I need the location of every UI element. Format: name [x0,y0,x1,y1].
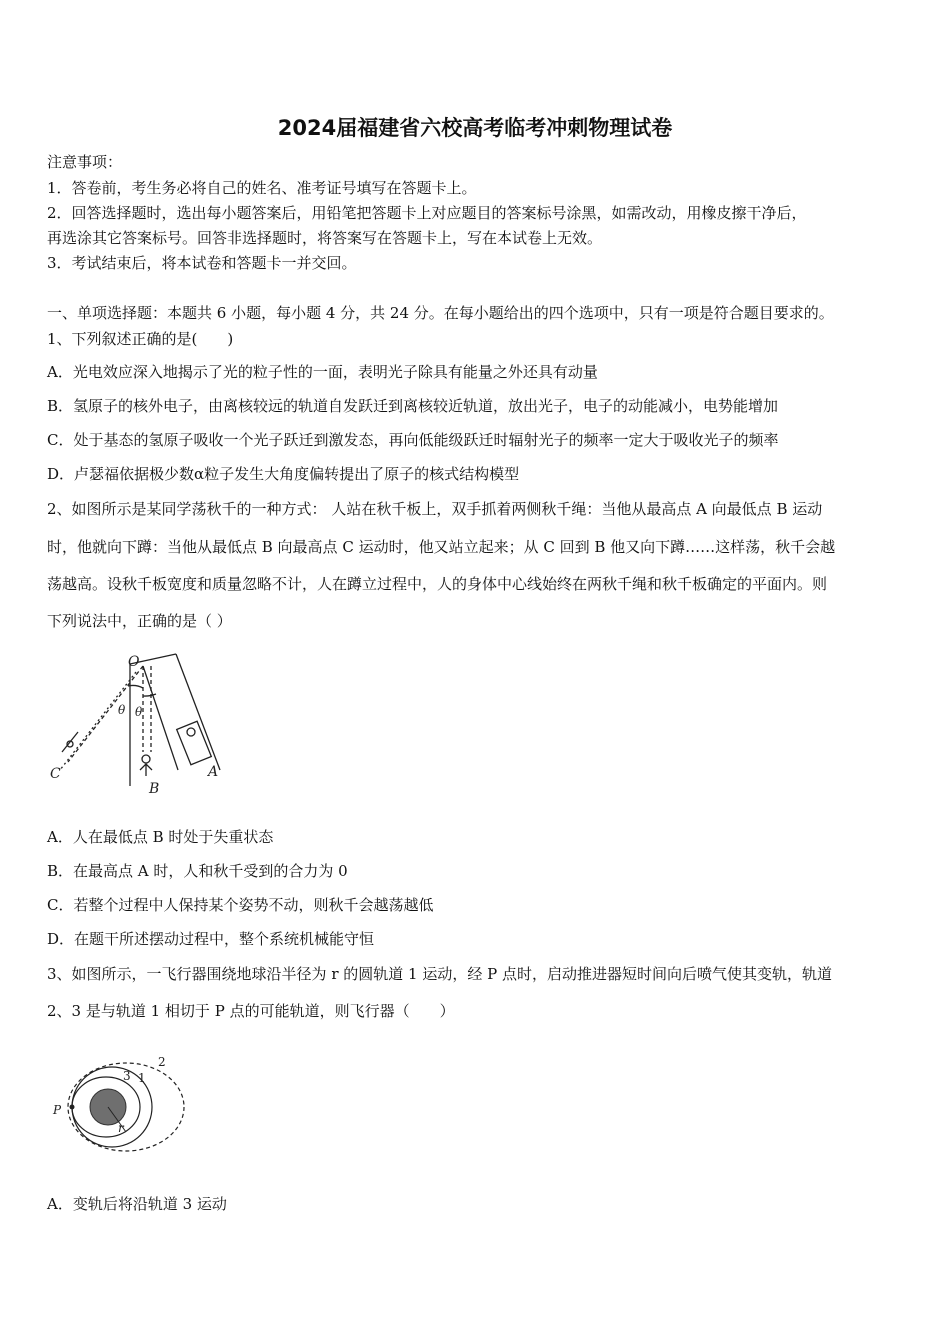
angle-arc-2 [143,694,156,696]
question-2-option-d: D．在题干所述摆动过程中，整个系统机械能守恒 [47,930,375,948]
rope-to-c-2 [60,672,136,770]
question-2-stem-line: 时，他就向下蹲：当他从最低点 B 向最高点 C 运动时，他又站立起来；从 C 回到 B 他又向下蹲……这样荡，秋千会越 [47,538,836,556]
notice-item: 3．考试结束后，将本试卷和答题卡一并交回。 [47,254,357,272]
label-b: B [149,781,160,797]
label-theta-1: θ [118,703,126,717]
question-3-stem-line: 2、3 是与轨道 1 相切于 P 点的可能轨道，则飞行器（ ） [47,1002,455,1020]
question-2-stem-line: 2、如图所示是某同学荡秋千的一种方式： 人站在秋千板上，双手抓着两侧秋千绳：当他从最高点 A 向最低点 B 运动 [47,500,823,518]
person-a [177,721,212,764]
page-title: 2024届福建省六校高考临考冲刺物理试卷 [277,116,673,140]
person-b-head [142,755,150,763]
swing-figure [48,652,238,797]
person-a-head [187,728,195,736]
label-o: O [128,654,140,670]
orbit-figure [48,1052,188,1157]
label-c: C [50,766,61,782]
notice-item: 1．答卷前，考生务必将自己的姓名、准考证号填写在答题卡上。 [47,179,477,197]
person-b-body [140,764,152,776]
notice-heading: 注意事项： [47,153,123,171]
question-1-stem: 1、下列叙述正确的是( ) [47,330,234,348]
question-3-option-a: A．变轨后将沿轨道 3 运动 [47,1195,227,1213]
label-orbit-1: 1 [138,1071,146,1085]
question-2-option-a: A．人在最低点 B 时处于失重状态 [47,828,274,846]
notice-item: 再选涂其它答案标号。回答非选择题时，将答案写在答题卡上，写在本试卷上无效。 [47,229,603,247]
label-theta-2: θ [135,705,143,719]
frame-right-rope [176,654,220,770]
question-1-option-a: A．光电效应深入地揭示了光的粒子性的一面，表明光子除具有能量之外还具有动量 [47,363,598,381]
question-2-option-b: B．在最高点 A 时，人和秋千受到的合力为 0 [47,862,348,880]
label-orbit-3: 3 [123,1069,131,1083]
question-2-stem-line: 下列说法中，正确的是（ ） [47,612,232,630]
label-r: r [118,1121,124,1135]
notice-item: 2．回答选择题时，选出每小题答案后，用铅笔把答题卡上对应题目的答案标号涂黑，如需改动，用橡皮擦干净后， [47,204,807,222]
question-2-option-c: C．若整个过程中人保持某个姿势不动，则秋千会越荡越低 [47,896,434,914]
question-1-option-b: B．氢原子的核外电子，由离核较远的轨道自发跃迁到离核较近轨道，放出光子，电子的动能减小，电势能增加 [47,397,779,415]
label-p: P [53,1103,62,1117]
point-p [70,1105,75,1110]
question-1-option-d: D．卢瑟福依据极少数α粒子发生大角度偏转提出了原子的核式结构模型 [47,465,520,483]
rope-to-c [68,666,143,762]
label-orbit-2: 2 [158,1055,166,1069]
section-heading: 一、单项选择题：本题共 6 小题，每小题 4 分，共 24 分。在每小题给出的四个选项中，只有一项是符合题目要求的。 [47,304,834,322]
question-3-stem-line: 3、如图所示，一飞行器围绕地球沿半径为 r 的圆轨道 1 运动，经 P 点时，启动推进器短时间向后喷气使其变轨，轨道 [47,965,832,983]
rope-to-a [143,666,178,770]
question-1-option-c: C．处于基态的氢原子吸收一个光子跃迁到激发态，再向低能级跃迁时辐射光子的频率一定大于吸收光子的频率 [47,431,779,449]
question-2-stem-line: 荡越高。设秋千板宽度和质量忽略不计，人在蹲立过程中，人的身体中心线始终在两秋千绳和秋千板确定的平面内。则 [47,575,828,593]
label-a: A [208,764,219,780]
person-c-body [62,732,78,752]
